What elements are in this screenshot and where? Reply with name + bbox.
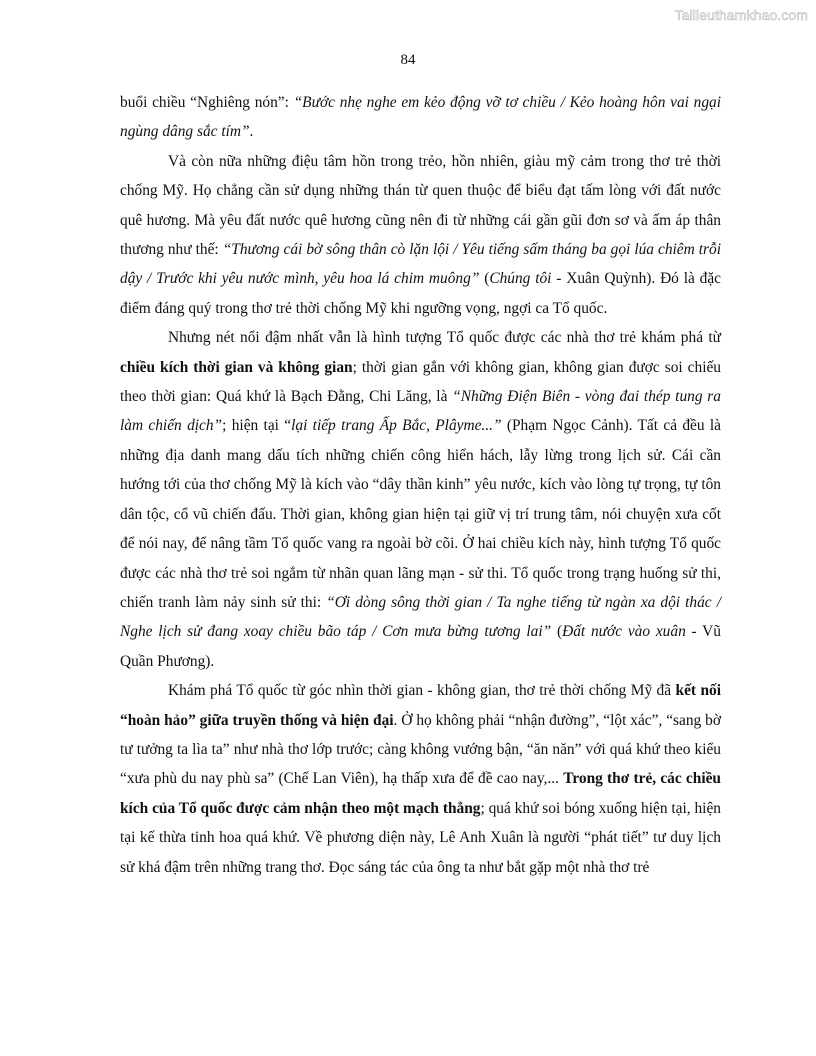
page-number: 84 <box>400 52 416 68</box>
watermark: Tailieuthamkhao.com <box>674 7 808 23</box>
poem-quote: “Thương cái bờ sông thân cò lặn lội / Yêu tiếng sấm tháng ba gọi lúa chiêm trỗi dậy / Trước khi yêu nước mình, yêu hoa lá chim muông” <box>120 241 722 288</box>
poem-quote: “Bước nhẹ nghe em kẻo động vỡ tơ chiều / Kẻo hoàng hôn vai ngại ngùng dâng sắc tím” <box>120 94 721 141</box>
bold-emphasis: Trong thơ trẻ, các chiều kích của Tổ quốc được cảm nhận theo một mạch thẳng <box>120 770 721 817</box>
text-run: ( <box>551 623 563 641</box>
text-run: - Vũ Quần Phương). <box>120 623 721 670</box>
text-run: Khám phá Tổ quốc từ góc nhìn thời gian - không gian, thơ trẻ thời chống Mỹ đã <box>168 682 676 700</box>
poem-quote: “Ơi dòng sông thời gian / Ta nghe tiếng từ ngàn xa dội thác / Nghe lịch sử đang xoay chiều bão táp / Cơn mưa bừng tương lai” <box>120 593 721 641</box>
text-run: (Phạm Ngọc Cảnh). Tất cả đều là những địa danh mang dấu tích những chiến công hiển hách, lẫy lừng trong lịch sử. Cái cần hướng tới của thơ chống Mỹ là kích vào “dây thần kinh” yêu nước, kích vào lòng tự trọng, tự tôn dân tộc, cổ vũ chiến đấu. Thời gian, không gian hiện tại giữ vị trí trung tâm, nói chuyện xưa cốt để nói nay, để nâng tầm Tổ quốc vang ra ngoài bờ cõi. Ở hai chiều kích này, hình tượng Tổ quốc được các nhà thơ trẻ soi ngắm từ nhãn quan lãng mạn - sử thi. Tổ quốc trong trạng huống sử thi, chiến tranh làm nảy sinh sử thi: <box>120 417 722 611</box>
document-body <box>120 88 721 882</box>
text-run: ( <box>479 270 490 288</box>
bold-emphasis: kết nối “hoàn hảo” giữa truyền thống và hiện đại <box>120 682 721 729</box>
text-run: Nhưng nét nổi đậm nhất vẫn là hình tượng Tổ quốc được các nhà thơ trẻ khám phá từ <box>168 329 721 347</box>
work-title: Chúng tôi <box>489 270 552 288</box>
text-run: ; thời gian gắn với không gian, không gian được soi chiếu theo thời gian: Quá khứ là Bạch Đằng, Chi Lăng, là <box>120 358 721 406</box>
paragraph-3 <box>120 323 721 676</box>
paragraph-2 <box>120 147 721 323</box>
text-run: . Ở họ không phải “nhận đường”, “lột xác”, “sang bờ tư tưởng ta lìa ta” như nhà thơ lớp trước; càng không vướng bận, “ăn năn” với quá khứ theo kiểu “xưa phù du nay phù sa” (Chế Lan Viên), hạ thấp xưa để đề cao nay,... <box>120 711 721 788</box>
text-run: - Xuân Quỳnh). Đó là đặc điểm đáng quý trong thơ trẻ thời chống Mỹ khi ngưỡng vọng, ngợi ca Tổ quốc. <box>120 270 721 317</box>
bold-emphasis: chiều kích thời gian và không gian <box>120 358 353 376</box>
text-run: ; hiện tại “ <box>222 417 292 435</box>
paragraph-1 <box>120 88 721 147</box>
poem-quote: “Những Điện Biên - vòng đai thép tung ra làm chiến dịch” <box>120 388 721 435</box>
text-run: ; quá khứ soi bóng xuống hiện tại, hiện tại kế thừa tinh hoa quá khứ. Về phương diện này, Lê Anh Xuân là người “phát tiết” tư duy lịch sử khá đậm trên những trang thơ. Đọc sáng tác của ông ta như bắt gặp một nhà thơ trẻ <box>120 799 721 876</box>
work-title: Đất nước vào xuân <box>562 623 686 641</box>
text-run: . <box>249 123 254 141</box>
poem-quote: lại tiếp trang Ấp Bắc, Plâyme...” <box>291 417 502 435</box>
text-run: buổi chiều “Nghiêng nón”: <box>120 94 294 111</box>
paragraph-4 <box>120 676 721 882</box>
text-run: Và còn nữa những điệu tâm hồn trong trẻo, hồn nhiên, giàu mỹ cảm trong thơ trẻ thời chống Mỹ. Họ chẳng cần sử dụng những thán từ quen thuộc để biểu đạt tấm lòng với đất nước quê hương. Mà yêu đất nước quê hương cũng nên đi từ những cái gần gũi đơn sơ và ấm áp thân thương như thế: <box>120 152 721 259</box>
